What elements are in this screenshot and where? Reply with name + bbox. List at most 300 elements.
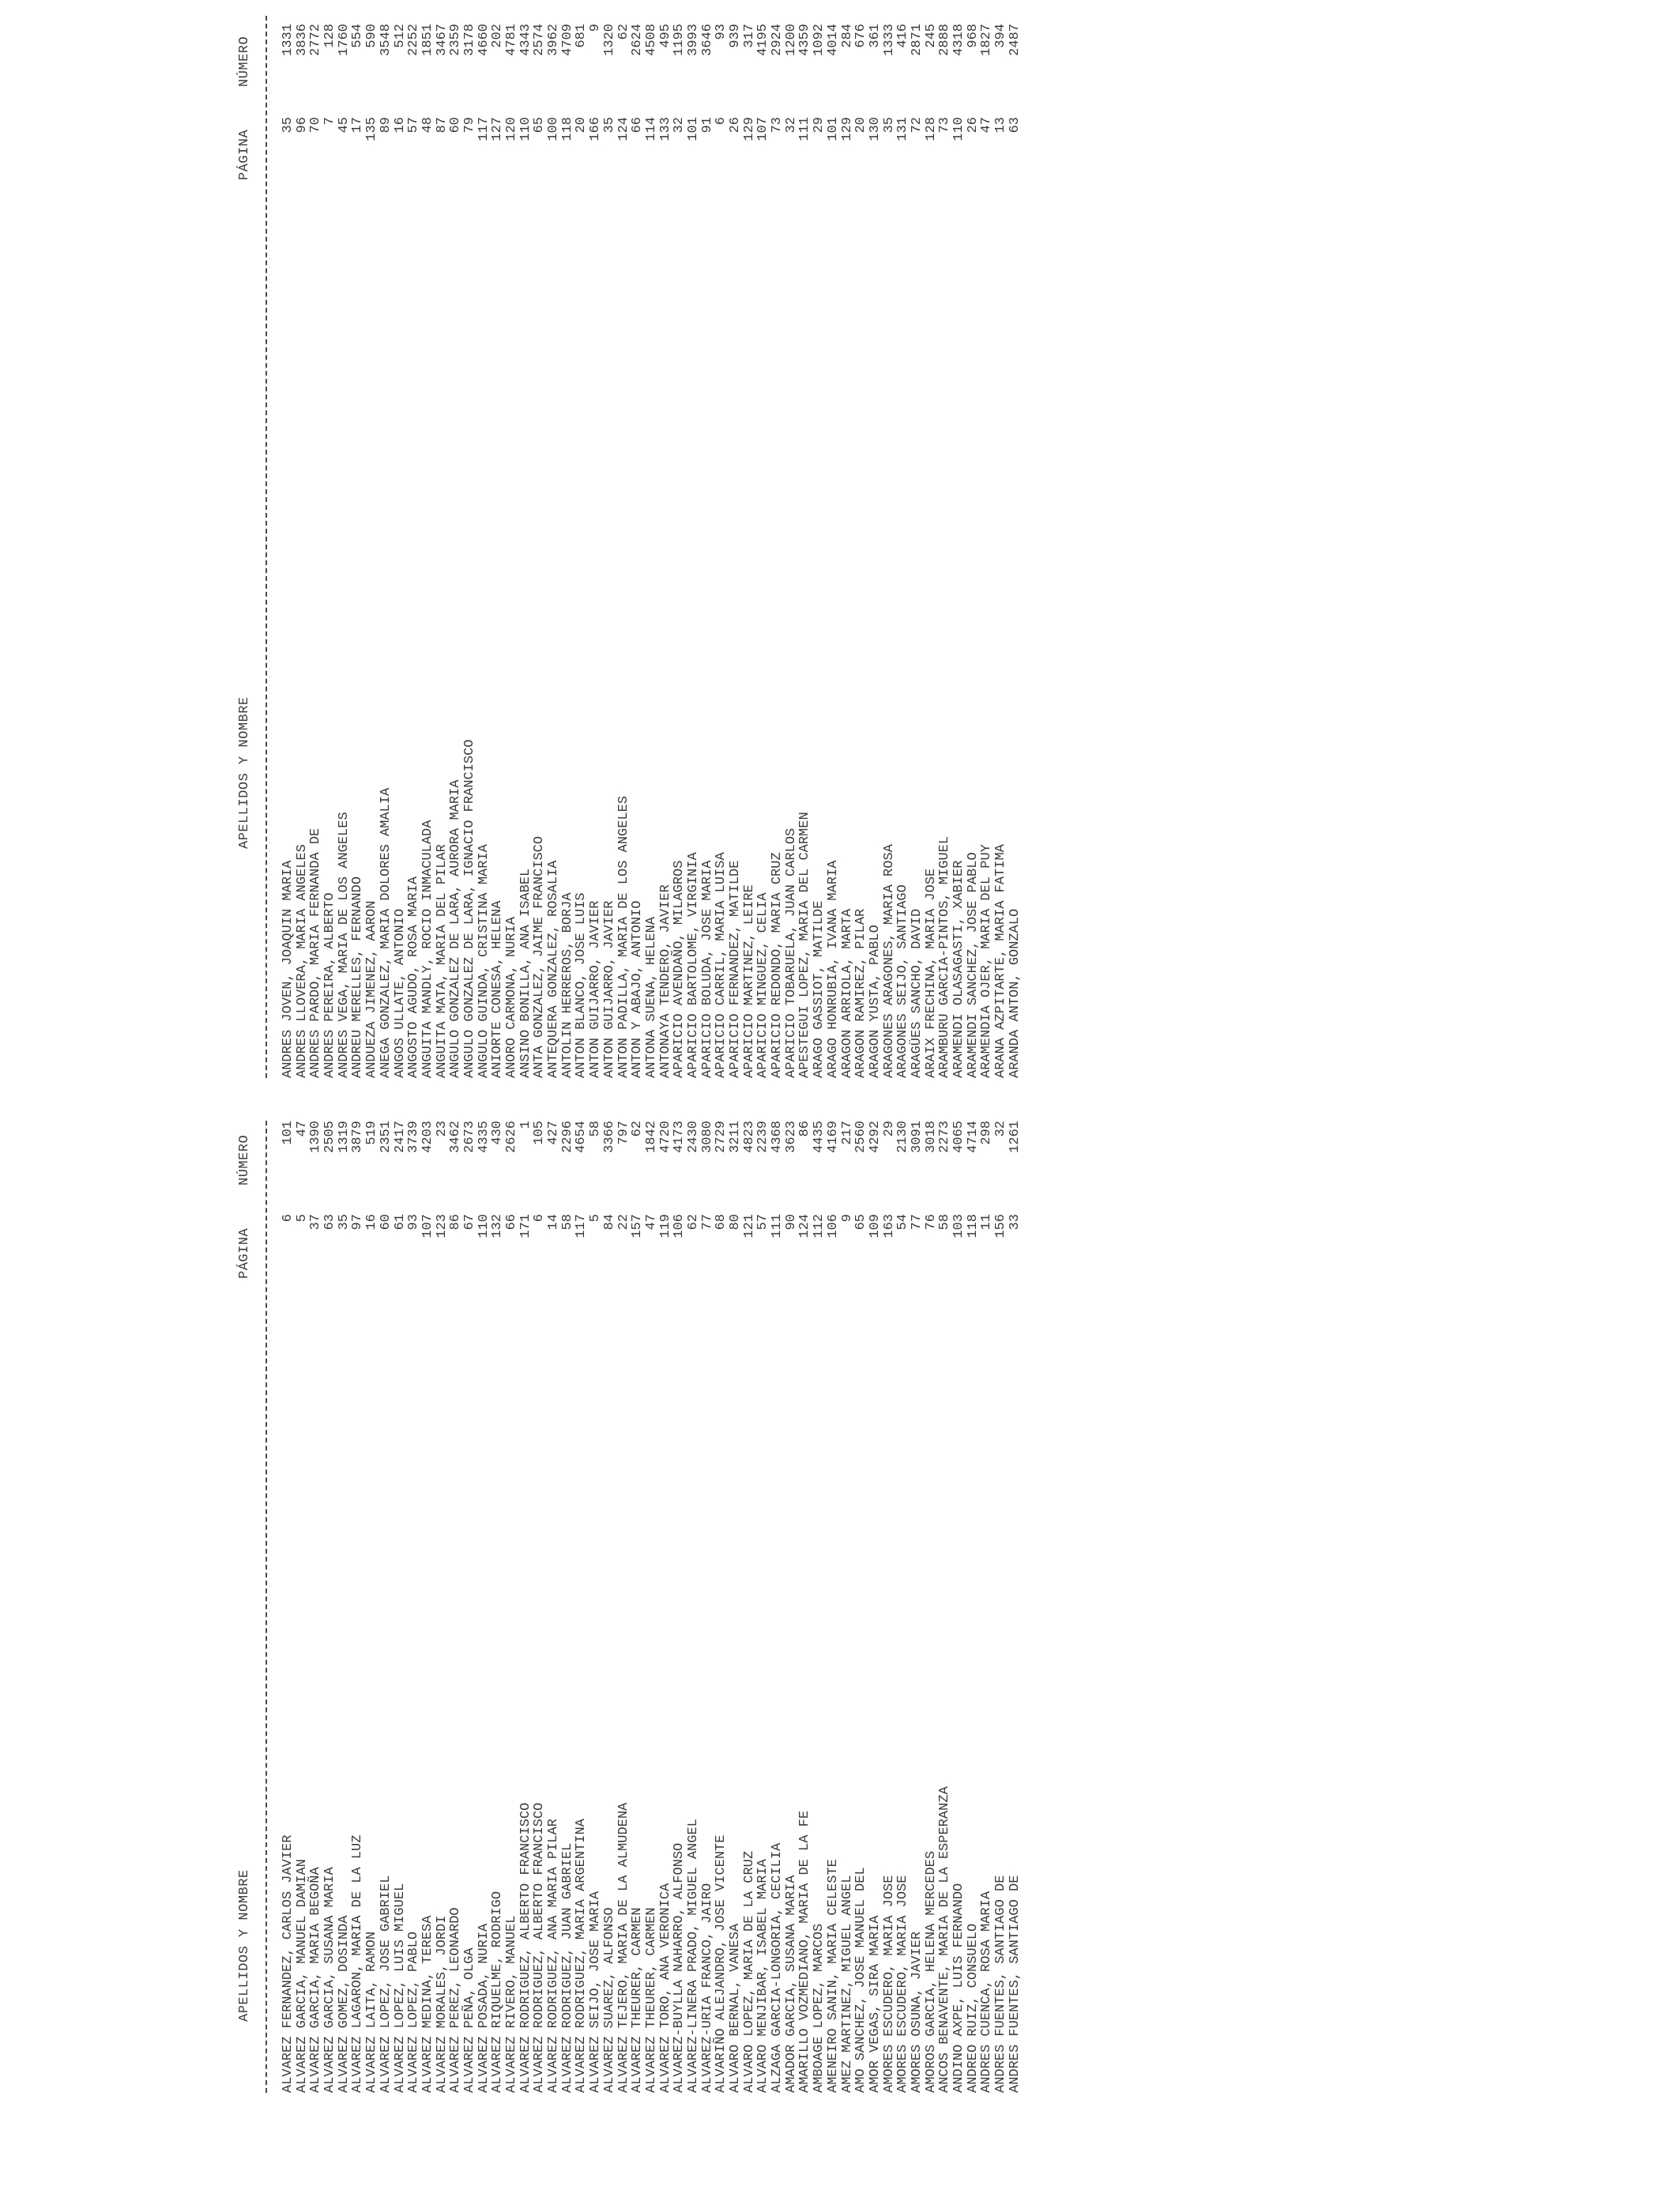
page-number: 90 — [783, 1214, 799, 1231]
page-number: 131 — [895, 117, 911, 141]
person-name: ARANA AZPITARTE, MARIA FATIMA — [993, 844, 1009, 1078]
entry-number: 4203 — [420, 1121, 435, 1153]
entry-number: 512 — [392, 24, 408, 48]
entry-number: 2239 — [755, 1121, 771, 1153]
table-row — [980, 1097, 994, 2194]
right-rows — [281, 0, 1022, 1097]
person-name: ANGULO GUINDA, CRISTINA MARIA — [476, 844, 492, 1078]
page-number: 20 — [574, 117, 590, 134]
page-number: 6 — [281, 1214, 296, 1223]
person-name: ANGUITA MATA, MARIA DEL PILAR — [434, 844, 450, 1078]
table-row — [394, 1097, 408, 2194]
entry-number: 4065 — [951, 1121, 966, 1153]
page-number: 9 — [839, 1214, 855, 1223]
page-number: 6 — [532, 1214, 548, 1223]
person-name: ARAGÜES SANCHO, DAVID — [909, 908, 925, 1078]
page-number: 86 — [448, 1214, 464, 1231]
person-name: ALVAREZ RODRIGUEZ, ALBERTO FRANCISCO — [518, 1802, 533, 2093]
table-row — [994, 1097, 1008, 2194]
table-row — [770, 0, 785, 1097]
entry-number: 128 — [322, 24, 338, 48]
table-row — [379, 0, 394, 1097]
table-row — [770, 1097, 785, 2194]
entry-number: 4335 — [476, 1121, 492, 1153]
entry-number: 2351 — [378, 1121, 394, 1153]
table-row — [309, 0, 323, 1097]
left-listing — [0, 1097, 1680, 2194]
table-row — [952, 1097, 966, 2194]
table-row — [505, 0, 519, 1097]
entry-number: 495 — [657, 24, 673, 48]
entry-number: 4195 — [755, 24, 771, 56]
person-name: ANDRES CUENCA, ROSA MARIA — [979, 1891, 995, 2093]
entry-number: 2487 — [1007, 24, 1023, 56]
entry-number: 427 — [546, 1121, 562, 1145]
person-name: ALVAREZ LAITA, RAMON — [364, 1931, 380, 2093]
table-row — [505, 1097, 519, 2194]
table-row — [659, 0, 673, 1097]
page-number: 7 — [322, 117, 338, 126]
page-number: 112 — [812, 1214, 827, 1238]
table-row — [449, 0, 463, 1097]
person-name: ALVAREZ LAGARON, MARIA DE LA LUZ — [350, 1834, 366, 2093]
table-row — [589, 0, 603, 1097]
table-row — [994, 0, 1008, 1097]
table-row — [477, 1097, 492, 2194]
page-number: 135 — [364, 117, 380, 141]
person-name: ARAMENDI SANCHEZ, JOSE PABLO — [965, 852, 981, 1078]
header-divider — [266, 16, 267, 1078]
table-row — [868, 0, 883, 1097]
person-name: AMARILLO VOZMEDIANO, MARIA DE LA FE — [797, 1810, 813, 2093]
table-row — [435, 1097, 450, 2194]
person-name: ANTEQUERA GONZALEZ, ROSALIA — [546, 860, 562, 1078]
table-row — [631, 0, 645, 1097]
person-name: ARAMENDIA OJER, MARIA DEL PUY — [979, 844, 995, 1078]
table-row — [743, 0, 757, 1097]
page-number: 87 — [434, 117, 450, 134]
person-name: ANTONAYA TENDERO, JAVIER — [657, 884, 673, 1078]
entry-number: 4014 — [825, 24, 841, 56]
entry-number: 2673 — [461, 1121, 477, 1153]
person-name: ANDREO RUIZ, CONSUELO — [965, 1923, 981, 2093]
person-name: ANEGA GONZALEZ, MARIA DOLORES AMALIA — [378, 787, 394, 1078]
person-name: ALVAREZ-BUYLLA NAHARRO, ALFONSO — [672, 1842, 687, 2093]
person-name: APARICIO AVENDAÑO, MILAGROS — [672, 860, 687, 1078]
person-name: AMOR VEGAS, SIRA MARIA — [867, 1915, 883, 2093]
page-number: 5 — [294, 1214, 310, 1223]
person-name: ANTON PADILLA, MARIA DE LOS ANGELES — [616, 795, 631, 1078]
table-row — [854, 0, 868, 1097]
number-column-header: NÚMERO — [237, 1134, 252, 1186]
page-number: 101 — [685, 117, 701, 141]
table-row — [798, 1097, 812, 2194]
entry-number: 3018 — [923, 1121, 939, 1153]
name-column-header: APELLIDOS Y NOMBRE — [237, 1869, 252, 2022]
table-row — [925, 1097, 939, 2194]
entry-number: 3178 — [461, 24, 477, 56]
person-name: ALVAREZ POSADA, NURIA — [476, 1923, 492, 2093]
person-name: ALVAREZ LOPEZ, PABLO — [406, 1931, 422, 2093]
table-row — [910, 0, 925, 1097]
page-number: 129 — [741, 117, 757, 141]
entry-number: 1092 — [812, 24, 827, 56]
person-name: ANTA GONZALEZ, JAIME FRANCISCO — [532, 835, 548, 1078]
person-name: ALVAREZ RIQUELME, RODRIGO — [490, 1891, 506, 2093]
entry-number: 4173 — [672, 1121, 687, 1153]
entry-number: 2772 — [308, 24, 324, 56]
entry-number: 416 — [895, 24, 911, 48]
page-number: 96 — [294, 117, 310, 134]
person-name: ALVAREZ LOPEZ, LUIS MIGUEL — [392, 1883, 408, 2093]
person-name: AMOROS GARCIA, HELENA MERCEDES — [923, 1850, 939, 2093]
entry-number: 3646 — [699, 24, 715, 56]
person-name: ANTONA SUENA, HELENA — [643, 916, 659, 1078]
page-number: 66 — [630, 117, 646, 134]
table-row — [952, 0, 966, 1097]
entry-number: 1760 — [336, 24, 352, 56]
person-name: AMENEIRO SANIN, MARIA CELESTE — [825, 1859, 841, 2093]
table-row — [365, 1097, 379, 2194]
person-name: APARICIO BARTOLOME, VIRGINIA — [685, 852, 701, 1078]
page-number: 114 — [643, 117, 659, 141]
entry-number: 4660 — [476, 24, 492, 56]
table-row — [421, 1097, 435, 2194]
table-row — [351, 1097, 365, 2194]
entry-number: 29 — [881, 1121, 897, 1137]
entry-number: 2296 — [559, 1121, 575, 1153]
entry-number: 2729 — [714, 1121, 729, 1153]
entry-number: 1261 — [1007, 1121, 1023, 1153]
entry-number: 4359 — [797, 24, 813, 56]
person-name: ANORO CARMONA, NURIA — [504, 916, 519, 1078]
page-number: 45 — [336, 117, 352, 134]
table-row — [701, 1097, 715, 2194]
person-name: ALVAREZ RIVERO, MANUEL — [504, 1915, 519, 2093]
page-number: 60 — [378, 1214, 394, 1231]
table-row — [868, 1097, 883, 2194]
page-number: 111 — [770, 1214, 785, 1238]
page-number: 65 — [853, 1214, 869, 1231]
person-name: ALVAREZ THEURER, CARMEN — [630, 1907, 646, 2093]
page-number: 124 — [616, 117, 631, 141]
table-row — [631, 1097, 645, 2194]
page-number: 17 — [350, 117, 366, 134]
person-name: AMORES ESCUDERO, MARIA JOSE — [895, 1875, 911, 2093]
table-row — [785, 1097, 799, 2194]
entry-number: 4823 — [741, 1121, 757, 1153]
table-row — [421, 0, 435, 1097]
person-name: ARAGONES SEIJO, SANTIAGO — [895, 884, 911, 1078]
person-name: ALVAREZ RODRIGUEZ, ANA MARIA PILAR — [546, 1819, 562, 2093]
person-name: APARICIO FERNANDEZ, MATILDE — [728, 860, 743, 1078]
table-row — [812, 0, 827, 1097]
entry-number: 3091 — [909, 1121, 925, 1153]
page-number: 63 — [1007, 117, 1023, 134]
person-name: ALVAREZ GARCIA, SUSANA MARIA — [322, 1867, 338, 2093]
person-name: ANSINO BONILLA, ANA ISABEL — [518, 868, 533, 1078]
person-name: ARAIX FRECHINA, MARIA JOSE — [923, 868, 939, 1078]
person-name: ANTOLIN HERREROS, BORJA — [559, 892, 575, 1078]
table-row — [645, 0, 659, 1097]
page-number: 35 — [281, 117, 296, 134]
page-number: 103 — [951, 1214, 966, 1238]
person-name: ALVAREZ TEJERO, MARIA DE LA ALMUDENA — [616, 1802, 631, 2093]
person-name: ANDINO AXPE, LUIS FERNANDO — [951, 1883, 966, 2093]
page-number: 13 — [993, 117, 1009, 134]
page-number: 26 — [728, 117, 743, 134]
table-row — [603, 0, 617, 1097]
page-number: 76 — [923, 1214, 939, 1231]
table-row — [910, 1097, 925, 2194]
entry-number: 1842 — [643, 1121, 659, 1153]
person-name: AMADOR GARCIA, SUSANA MARIA — [783, 1875, 799, 2093]
page-number: 68 — [714, 1214, 729, 1231]
entry-number: 86 — [797, 1121, 813, 1137]
page-number: 58 — [937, 1214, 953, 1231]
page-number: 110 — [951, 117, 966, 141]
page-number: 129 — [839, 117, 855, 141]
page-number: 130 — [867, 117, 883, 141]
page-number: 117 — [574, 1214, 590, 1238]
entry-number: 217 — [839, 1121, 855, 1145]
page-number: 132 — [490, 1214, 506, 1238]
table-row — [687, 1097, 701, 2194]
entry-number: 47 — [294, 1121, 310, 1137]
person-name: AMORES OSUNA, JAVIER — [909, 1931, 925, 2093]
entry-number: 4435 — [812, 1121, 827, 1153]
table-row — [925, 0, 939, 1097]
entry-number: 62 — [616, 24, 631, 40]
table-row — [519, 1097, 533, 2194]
page-number: 117 — [476, 117, 492, 141]
table-row — [407, 0, 421, 1097]
table-row — [323, 1097, 337, 2194]
table-row — [729, 1097, 743, 2194]
page-number: 80 — [728, 1214, 743, 1231]
person-name: ALVARO LOPEZ, MARIA DE LA CRUZ — [741, 1850, 757, 2093]
page-number: 128 — [923, 117, 939, 141]
person-name: ARAGON RAMIREZ, PILAR — [853, 908, 869, 1078]
page-number: 20 — [853, 117, 869, 134]
entry-number: 361 — [867, 24, 883, 48]
table-row — [533, 0, 547, 1097]
person-name: ANDRES LLOVERA, MARIA ANGELES — [294, 844, 310, 1078]
page-number: 107 — [755, 117, 771, 141]
page-number: 6 — [714, 117, 729, 126]
entry-number: 4169 — [825, 1121, 841, 1153]
entry-number: 4508 — [643, 24, 659, 56]
person-name: ALVAREZ-LINERA PRADO, MIGUEL ANGEL — [685, 1819, 701, 2093]
table-row — [883, 1097, 897, 2194]
person-name: APARICIO MINGUEZ, CELIA — [755, 892, 771, 1078]
table-row — [477, 0, 492, 1097]
table-row — [659, 1097, 673, 2194]
page-number: 123 — [434, 1214, 450, 1238]
page-number: 22 — [616, 1214, 631, 1231]
entry-number: 9 — [588, 24, 604, 32]
person-name: ALVAREZ LOPEZ, JOSE GABRIEL — [378, 1875, 394, 2093]
page-number: 118 — [559, 117, 575, 141]
table-row — [463, 0, 477, 1097]
person-name: ALVAREZ MEDINA, TERESA — [420, 1915, 435, 2093]
page-number: 57 — [406, 117, 422, 134]
table-row — [938, 1097, 952, 2194]
page-number: 118 — [965, 1214, 981, 1238]
entry-number: 2888 — [937, 24, 953, 56]
person-name: AMORES ESCUDERO, MARIA JOSE — [881, 1875, 897, 2093]
person-name: ALVAREZ SUAREZ, ALFONSO — [601, 1907, 617, 2093]
entry-number: 676 — [853, 24, 869, 48]
table-row — [449, 1097, 463, 2194]
entry-number: 4318 — [951, 24, 966, 56]
entry-number: 3467 — [434, 24, 450, 56]
person-name: ARAGON ARRIOLA, MARTA — [839, 908, 855, 1078]
person-name: ALVAREZ-URIA FRANCO, JAIRO — [699, 1883, 715, 2093]
page-number: 100 — [546, 117, 562, 141]
table-row — [827, 1097, 841, 2194]
page-number: 101 — [825, 117, 841, 141]
table-row — [714, 0, 729, 1097]
entry-number: 4368 — [770, 1121, 785, 1153]
table-row — [827, 0, 841, 1097]
person-name: ALVAREZ MORALES, JORDI — [434, 1915, 450, 2093]
entry-number: 245 — [923, 24, 939, 48]
person-name: ALVAREZ SEIJO, JOSE MARIA — [588, 1891, 604, 2093]
entry-number: 62 — [630, 1121, 646, 1137]
entry-number: 797 — [616, 1121, 631, 1145]
person-name: ARAGONES ARAGONES, MARIA ROSA — [881, 844, 897, 1078]
entry-number: 4781 — [504, 24, 519, 56]
page-number: 73 — [937, 117, 953, 134]
page-column-header: PÁGINA — [237, 1227, 252, 1279]
table-row — [519, 0, 533, 1097]
table-row — [645, 1097, 659, 2194]
entry-number: 4709 — [559, 24, 575, 56]
person-name: AMO SANCHEZ, JOSE MANUEL DEL — [853, 1867, 869, 2093]
table-row — [938, 0, 952, 1097]
table-row — [883, 0, 897, 1097]
page-number: 110 — [476, 1214, 492, 1238]
entry-number: 23 — [434, 1121, 450, 1137]
table-row — [743, 1097, 757, 2194]
person-name: ALVAREZ THEURER, CARMEN — [643, 1907, 659, 2093]
page-number: 26 — [965, 117, 981, 134]
entry-number: 3211 — [728, 1121, 743, 1153]
entry-number: 298 — [979, 1121, 995, 1145]
page-number: 61 — [392, 1214, 408, 1231]
entry-number: 2871 — [909, 24, 925, 56]
page-number: 79 — [461, 117, 477, 134]
page-number: 171 — [518, 1214, 533, 1238]
person-name: ANDRES PARDO, MARIA FERNANDA DE — [308, 827, 324, 1078]
table-row — [491, 1097, 505, 2194]
page-number: 84 — [601, 1214, 617, 1231]
entry-number: 2252 — [406, 24, 422, 56]
entry-number: 968 — [965, 24, 981, 48]
table-row — [365, 0, 379, 1097]
entry-number: 681 — [574, 24, 590, 48]
table-row — [603, 1097, 617, 2194]
person-name: APARICIO TOBARUELA, JUAN CARLOS — [783, 827, 799, 1078]
table-row — [547, 0, 561, 1097]
person-name: ANCOS BENAVENTE, MARIA DE LA ESPERANZA — [937, 1786, 953, 2093]
person-name: ARANDA ANTON, GONZALO — [1007, 908, 1023, 1078]
entry-number: 2574 — [532, 24, 548, 56]
page-number: 65 — [532, 117, 548, 134]
entry-number: 3879 — [350, 1121, 366, 1153]
person-name: ALVAREZ PEÑA, OLGA — [461, 1947, 477, 2093]
table-row — [756, 0, 770, 1097]
page-number: 63 — [322, 1214, 338, 1231]
page-number: 157 — [630, 1214, 646, 1238]
person-name: APARICIO REDONDO, MARIA CRUZ — [770, 852, 785, 1078]
page-column-header: PÁGINA — [237, 129, 252, 180]
entry-number: 3548 — [378, 24, 394, 56]
entry-number: 58 — [588, 1121, 604, 1137]
entry-number: 1851 — [420, 24, 435, 56]
person-name: ARAMBURU GARCIA-PINTOS, MIGUEL — [937, 835, 953, 1078]
page-number: 48 — [420, 117, 435, 134]
entry-number: 3623 — [783, 1121, 799, 1153]
entry-number: 2626 — [504, 1121, 519, 1153]
person-name: ALVARO MENJIBAR, ISABEL MARIA — [755, 1859, 771, 2093]
number-column-header: NÚMERO — [237, 36, 252, 87]
page-number: 89 — [378, 117, 394, 134]
table-row — [589, 1097, 603, 2194]
table-row — [561, 0, 575, 1097]
page-number: 124 — [797, 1214, 813, 1238]
page-number: 97 — [350, 1214, 366, 1231]
person-name: ALVAREZ GARCIA, MANUEL DAMIAN — [294, 1859, 310, 2093]
entry-number: 101 — [281, 1121, 296, 1145]
person-name: ALVAREZ GOMEZ, DOSINDA — [336, 1915, 352, 2093]
table-row — [407, 1097, 421, 2194]
table-row — [337, 0, 352, 1097]
person-name: ANTON GUIJARRO, JAVIER — [588, 900, 604, 1078]
table-row — [296, 1097, 310, 2194]
table-row — [463, 1097, 477, 2194]
page-number: 47 — [643, 1214, 659, 1231]
table-row — [672, 0, 687, 1097]
person-name: ANDRES FUENTES, SANTIAGO DE — [1007, 1875, 1023, 2093]
person-name: ANDREU MERELLES, FERNANDO — [350, 876, 366, 1078]
page-number: 119 — [657, 1214, 673, 1238]
entry-number: 2130 — [895, 1121, 911, 1153]
person-name: APARICIO MARTINEZ, LEIRE — [741, 884, 757, 1078]
table-row — [617, 1097, 631, 2194]
entry-number: 2624 — [630, 24, 646, 56]
table-row — [729, 0, 743, 1097]
person-name: ALVAREZ FERNANDEZ, CARLOS JAVIER — [281, 1834, 296, 2093]
table-row — [533, 1097, 547, 2194]
page-number: 35 — [881, 117, 897, 134]
page-number: 77 — [909, 1214, 925, 1231]
page-number: 73 — [770, 117, 785, 134]
person-name: APARICIO BOLUDA, JOSE MARIA — [699, 860, 715, 1078]
person-name: AMEZ MARTINEZ, MIGUEL ANGEL — [839, 1875, 855, 2093]
table-row — [337, 1097, 352, 2194]
entry-number: 4720 — [657, 1121, 673, 1153]
page-number: 166 — [588, 117, 604, 141]
entry-number: 4343 — [518, 24, 533, 56]
entry-number: 1319 — [336, 1121, 352, 1153]
page-number: 109 — [867, 1214, 883, 1238]
page-number: 91 — [699, 117, 715, 134]
entry-number: 2924 — [770, 24, 785, 56]
table-row — [574, 1097, 589, 2194]
table-row — [701, 0, 715, 1097]
